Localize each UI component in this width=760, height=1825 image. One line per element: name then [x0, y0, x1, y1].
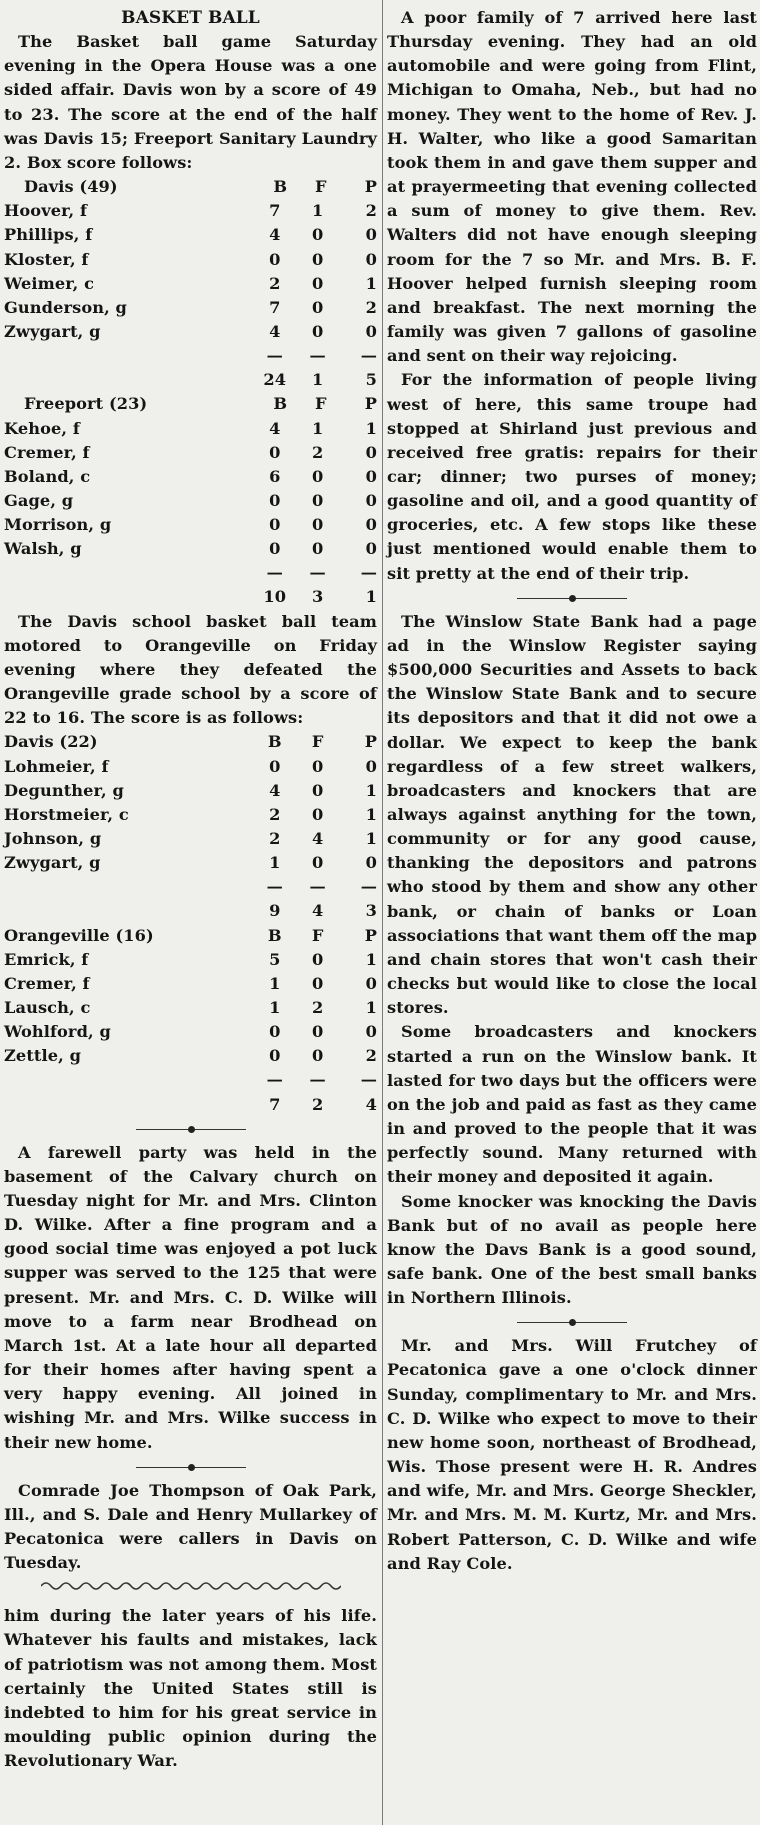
total-f: 4 [311, 901, 324, 921]
table-row [4, 1044, 377, 1068]
p: 0 [365, 515, 377, 535]
poor-family-item: A poor family of 7 arrived here last Thursday evening. They had an old automobile and were going from Flint, Michigan to Omaha, Neb., but had no money. They went to the home of Rev. J. H. Walter, who like a good Samaritan took them in and gave them supper and at prayermeeting that evening collected a sum of money to give them. Rev. Walters did not have enough sleeping room for the 7 so Mr. and Mrs. B. F. Hoover helped furnish sleeping room and breakfast. The next morning the family was given 7 gallons of gasoline and sent on their way rejoicing. [387, 8, 757, 366]
f: 0 [311, 515, 324, 535]
box-header [4, 730, 377, 754]
p: 2 [365, 1046, 377, 1066]
dash: — [309, 1070, 326, 1090]
b: 6 [269, 466, 281, 486]
table-row [4, 199, 377, 223]
b: 2 [269, 828, 281, 848]
player-name: Horstmeier, c [4, 804, 129, 824]
bank-run-item: Some broadcasters and knockers started a run on the Winslow bank. It lasted for two days but the officers were on the job and paid as fast as they came in and proved to the people that it was perfectly sound. Many returned with their money and deposited it again. [387, 1022, 757, 1187]
b: 4 [269, 418, 281, 438]
p: 0 [365, 466, 377, 486]
total-f: 1 [311, 370, 324, 390]
p: 0 [365, 490, 377, 510]
total-p: 1 [365, 587, 377, 607]
b: 2 [269, 273, 281, 293]
p: 0 [365, 442, 377, 462]
player-name: Lausch, c [4, 997, 91, 1017]
dash: — [360, 563, 377, 583]
b: 0 [269, 442, 281, 462]
table-row [4, 248, 377, 272]
player-name: Zwygart, g [4, 853, 101, 873]
col-b: B [273, 394, 288, 414]
table-row [4, 272, 377, 296]
table-row [4, 827, 377, 851]
totals-rule [4, 1068, 377, 1092]
p: 1 [365, 828, 377, 848]
table-row [4, 1020, 377, 1044]
winslow-bank-item: The Winslow State Bank had a page ad in the Winslow Register saying $500,000 Securities and Assets to back the Winslow State Bank and to secure its depositors and that it did not owe a dollar. We expect to keep the bank regardless of a few street walkers, broadcasters and knockers that are always against anything for the town, community or for any good cause, thanking the depositors and patrons who stood by them and show any other bank, or chain of banks or Loan associations that want them off the map and chain stores that won't cash their checks but would like to close the local stores. [387, 611, 757, 1018]
section-separator [4, 1455, 377, 1479]
b: 1 [269, 997, 281, 1017]
thompson-callers-item: Comrade Joe Thompson of Oak Park, Ill., and S. Dale and Henry Mullarkey of Pecatonica were callers in Davis on Tuesday. [4, 1480, 377, 1573]
p: 1 [365, 949, 377, 969]
player-name: Kehoe, f [4, 418, 80, 438]
team-name: Orangeville (16) [4, 925, 154, 945]
dash: — [266, 346, 283, 366]
f: 0 [311, 249, 324, 269]
player-name: Phillips, f [4, 225, 93, 245]
box-score-freeport-23 [4, 392, 377, 609]
col-f: F [311, 925, 324, 945]
totals-rule [4, 561, 377, 585]
p: 0 [365, 756, 377, 776]
game2-intro: The Davis school basket ball team motored to Orangeville on Friday evening where they defeated the Orangeville grade school by a score of 22 to 16. The score is as follows: [4, 611, 377, 728]
p: 2 [365, 201, 377, 221]
b: 0 [269, 1046, 281, 1066]
f: 0 [311, 1046, 324, 1066]
f: 0 [311, 225, 324, 245]
b: 4 [269, 780, 281, 800]
f: 0 [311, 756, 324, 776]
table-row [4, 513, 377, 537]
f: 0 [311, 321, 324, 341]
f: 0 [311, 804, 324, 824]
col-p: P [364, 732, 377, 752]
b: 0 [269, 539, 281, 559]
player-name: Zwygart, g [4, 321, 101, 341]
total-p: 3 [365, 901, 377, 921]
player-name: Emrick, f [4, 949, 89, 969]
p: 1 [365, 804, 377, 824]
f: 0 [311, 490, 324, 510]
totals-row [4, 899, 377, 923]
dash: — [266, 563, 283, 583]
b: 4 [269, 321, 281, 341]
player-name: Hoover, f [4, 201, 88, 221]
totals-row [4, 1093, 377, 1117]
box-score-davis-49 [4, 175, 377, 392]
f: 0 [311, 297, 324, 317]
dash: — [309, 877, 326, 897]
player-name: Cremer, f [4, 442, 90, 462]
table-row [4, 489, 377, 513]
table-row [4, 537, 377, 561]
f: 0 [311, 973, 324, 993]
f: 0 [311, 949, 324, 969]
f: 0 [311, 780, 324, 800]
player-name: Gunderson, g [4, 297, 127, 317]
box-header [4, 924, 377, 948]
table-row [4, 996, 377, 1020]
player-name: Morrison, g [4, 515, 112, 535]
b: 7 [269, 297, 281, 317]
patriot-fragment: him during the later years of his life. Whatever his faults and mistakes, lack of patriotism was not among them. Most certainly the United States still is indebted to him for his great service in moulding public opinion during the Revolutionary War. [4, 1606, 377, 1771]
p: 0 [365, 539, 377, 559]
team-name: Davis (49) [24, 177, 118, 197]
dash: — [360, 346, 377, 366]
table-row [4, 755, 377, 779]
player-name: Walsh, g [4, 539, 82, 559]
b: 0 [269, 249, 281, 269]
basketball-heading: BASKET BALL [121, 8, 260, 28]
total-f: 3 [311, 587, 324, 607]
total-b: 10 [263, 587, 287, 607]
player-name: Cremer, f [4, 973, 90, 993]
table-row [4, 417, 377, 441]
player-name: Zettle, g [4, 1046, 82, 1066]
player-name: Boland, c [4, 466, 91, 486]
b: 0 [269, 1022, 281, 1042]
col-p: P [364, 177, 377, 197]
b: 7 [269, 201, 281, 221]
b: 1 [269, 973, 281, 993]
player-name: Lohmeier, f [4, 756, 109, 776]
dash: — [360, 877, 377, 897]
box-score-davis-22 [4, 730, 377, 923]
f: 1 [311, 201, 324, 221]
wavy-rule [4, 1580, 377, 1604]
right-column [387, 6, 757, 1576]
col-p: P [364, 925, 377, 945]
col-f: F [311, 732, 324, 752]
f: 4 [311, 828, 324, 848]
p: 0 [365, 1022, 377, 1042]
dash: — [309, 563, 326, 583]
dash: — [309, 346, 326, 366]
f: 1 [311, 418, 324, 438]
table-row [4, 779, 377, 803]
section-separator [4, 1117, 377, 1141]
p: 2 [365, 297, 377, 317]
f: 2 [311, 997, 324, 1017]
troupe-item: For the information of people living west of here, this same troupe had stopped at Shirland just previous and received free gratis: repairs for their car; dinner; two purses of money; gasoline and oil, and a good quantity of groceries, etc. A few stops like these just mentioned would enable them to sit pretty at the end of their trip. [387, 370, 757, 583]
col-p: P [364, 394, 377, 414]
col-b: B [267, 925, 282, 945]
p: 0 [365, 853, 377, 873]
section-separator [387, 1310, 757, 1334]
f: 0 [311, 539, 324, 559]
p: 0 [365, 225, 377, 245]
table-row [4, 972, 377, 996]
total-f: 2 [311, 1094, 324, 1114]
dash: — [266, 1070, 283, 1090]
b: 0 [269, 490, 281, 510]
davis-bank-item: Some knocker was knocking the Davis Bank but of no avail as people here know the Davs Bank is a good sound, safe bank. One of the best small banks in Northern Illinois. [387, 1191, 757, 1308]
p: 1 [365, 273, 377, 293]
player-name: Johnson, g [4, 828, 102, 848]
dash: — [266, 877, 283, 897]
totals-rule [4, 875, 377, 899]
b: 5 [269, 949, 281, 969]
farewell-party-item: A farewell party was held in the basement of the Calvary church on Tuesday night for Mr. and Mrs. Clinton D. Wilke. After a fine program and a good social time was enjoyed a pot luck supper was served to the 125 that were present. Mr. and Mrs. C. D. Wilke will move to a farm near Brodhead on March 1st. At a late hour all departed for their homes after having spent a very happy evening. All joined in wishing Mr. and Mrs. Wilke success in their new home. [4, 1142, 377, 1452]
box-header [4, 175, 377, 199]
total-p: 5 [365, 370, 377, 390]
section-separator [387, 586, 757, 610]
box-score-orangeville-16 [4, 924, 377, 1117]
f: 2 [311, 442, 324, 462]
team-name: Freeport (23) [24, 394, 148, 414]
f: 0 [311, 853, 324, 873]
total-b: 9 [269, 901, 281, 921]
f: 0 [311, 466, 324, 486]
total-b: 7 [269, 1094, 281, 1114]
table-row [4, 223, 377, 247]
f: 0 [311, 1022, 324, 1042]
totals-rule [4, 344, 377, 368]
table-row [4, 803, 377, 827]
dash: — [360, 1070, 377, 1090]
table-row [4, 851, 377, 875]
p: 1 [365, 780, 377, 800]
table-row [4, 320, 377, 344]
player-name: Gage, g [4, 490, 74, 510]
totals-row [4, 585, 377, 609]
p: 0 [365, 973, 377, 993]
col-f: F [315, 177, 327, 197]
table-row [4, 465, 377, 489]
p: 0 [365, 321, 377, 341]
player-name: Degunther, g [4, 780, 124, 800]
table-row [4, 296, 377, 320]
box-header [4, 392, 377, 416]
total-b: 24 [263, 370, 287, 390]
b: 0 [269, 756, 281, 776]
b: 2 [269, 804, 281, 824]
left-column [4, 6, 377, 1773]
col-f: F [315, 394, 327, 414]
player-name: Wohlford, g [4, 1022, 111, 1042]
b: 0 [269, 515, 281, 535]
p: 1 [365, 997, 377, 1017]
frutchey-dinner-item: Mr. and Mrs. Will Frutchey of Pecatonica gave a one o'clock dinner Sunday, complimentary to Mr. and Mrs. C. D. Wilke who expect to move to their new home soon, northeast of Brodhead, Wis. Those present were H. R. Andres and wife, Mr. and Mrs. George Sheckler, Mr. and Mrs. M. M. Kurtz, Mr. and Mrs. Robert Patterson, C. D. Wilke and wife and Ray Cole. [387, 1336, 757, 1573]
b: 1 [269, 853, 281, 873]
p: 0 [365, 249, 377, 269]
table-row [4, 948, 377, 972]
game1-intro: The Basket ball game Saturday evening in the Opera House was a one sided affair. Davis won by a score of 49 to 23. The score at the end of the half was Davis 15; Freeport Sanitary Laundry 2. Box score follows: [4, 32, 377, 172]
col-b: B [267, 732, 282, 752]
b: 4 [269, 225, 281, 245]
p: 1 [365, 418, 377, 438]
player-name: Weimer, c [4, 273, 95, 293]
player-name: Kloster, f [4, 249, 89, 269]
totals-row [4, 368, 377, 392]
col-b: B [273, 177, 288, 197]
table-row [4, 441, 377, 465]
total-p: 4 [365, 1094, 377, 1114]
f: 0 [311, 273, 324, 293]
column-divider [382, 0, 383, 1825]
team-name: Davis (22) [4, 732, 98, 752]
